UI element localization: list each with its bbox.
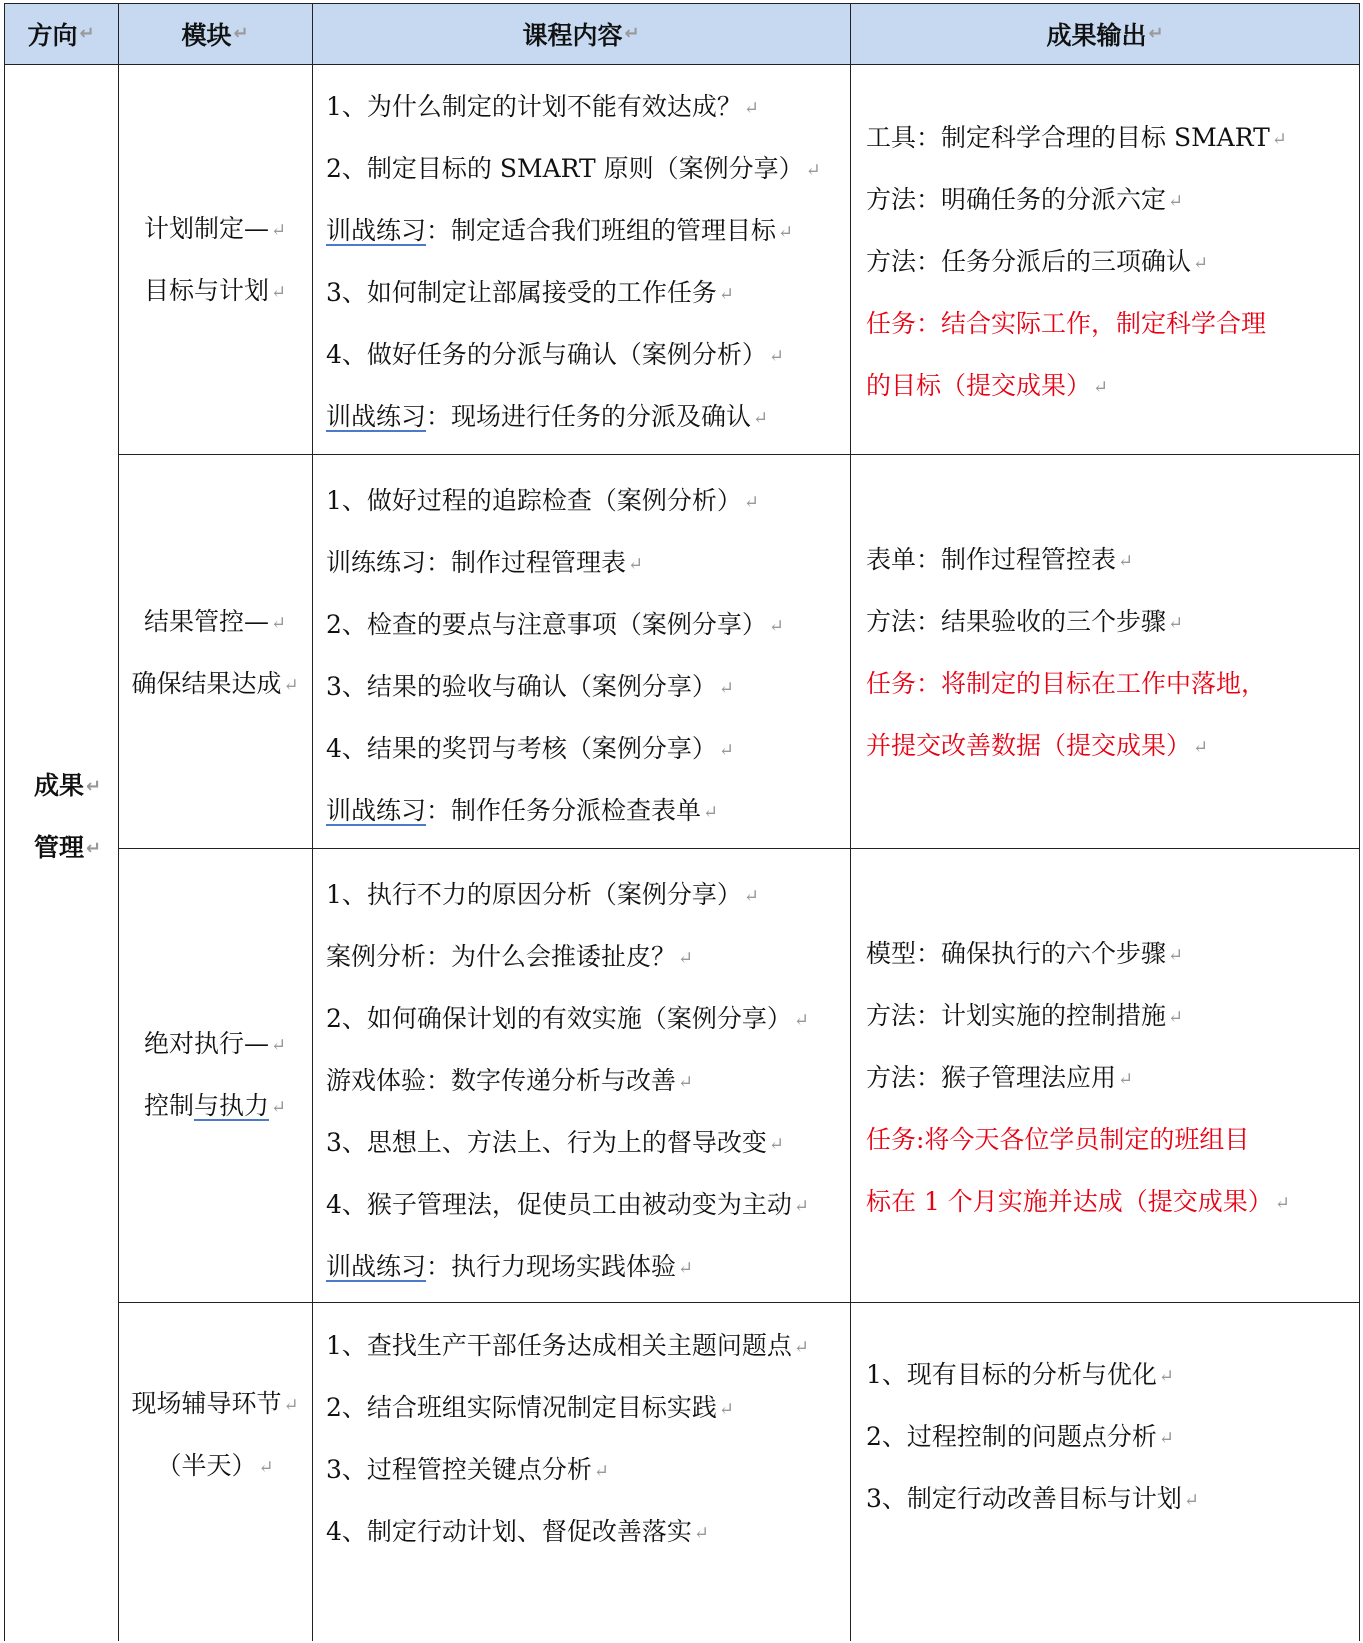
paragraph-mark-icon: ↵ (270, 219, 287, 241)
paragraph-mark-icon: ↵ (718, 739, 735, 761)
row-divider (118, 454, 1360, 455)
paragraph-mark-icon: ↵ (283, 1394, 299, 1416)
paragraph-mark-icon: ↵ (1193, 736, 1209, 758)
paragraph-mark-icon: ↵ (79, 23, 95, 44)
paragraph-mark-icon: ↵ (693, 1522, 710, 1544)
content-line: 训战练习：制定适合我们班组的管理目标 ↵ (326, 216, 794, 245)
paragraph-mark-icon: ↵ (1183, 1489, 1200, 1511)
paragraph-mark-icon: ↵ (718, 283, 735, 305)
paragraph-mark-icon: ↵ (778, 221, 794, 243)
direction-line: 管理 ↵ (34, 833, 102, 862)
header-module-label: 模块 (181, 20, 232, 50)
content-line: 2、制定目标的 SMART 原则（案例分享） ↵ (326, 154, 821, 183)
paragraph-mark-icon: ↵ (283, 674, 299, 696)
module-cell (118, 591, 312, 715)
paragraph-mark-icon: ↵ (628, 553, 644, 575)
paragraph-mark-icon: ↵ (258, 1456, 274, 1478)
module-line: 确保结果达成 ↵ (131, 669, 299, 698)
content-cell (326, 864, 850, 1298)
paragraph-mark-icon: ↵ (270, 281, 287, 303)
paragraph-mark-icon: ↵ (624, 23, 640, 44)
output-line: 工具：制定科学合理的目标 SMART ↵ (866, 123, 1287, 152)
content-line: 2、检查的要点与注意事项（案例分享） ↵ (326, 610, 785, 639)
module-line: 目标与计划 ↵ (143, 276, 287, 305)
output-line: 方法：猴子管理法应用 ↵ (866, 1063, 1134, 1092)
row-divider (118, 1302, 1360, 1303)
content-line: 1、为什么制定的计划不能有效达成？ ↵ (326, 92, 760, 121)
underlined-text: 训战练习 (326, 796, 427, 825)
header-divider (4, 64, 1360, 65)
output-line: 1、现有目标的分析与优化 ↵ (866, 1360, 1175, 1389)
paragraph-mark-icon: ↵ (743, 491, 760, 513)
module-line: 控制与执力 ↵ (143, 1091, 287, 1120)
content-cell (326, 470, 850, 842)
output-line: 模型：确保执行的六个步骤 ↵ (866, 939, 1184, 968)
paragraph-mark-icon: ↵ (1158, 1427, 1175, 1449)
paragraph-mark-icon: ↵ (270, 612, 287, 634)
header-content (312, 3, 850, 64)
output-cell (866, 107, 1360, 417)
paragraph-mark-icon: ↵ (805, 159, 821, 181)
content-cell (326, 1315, 850, 1563)
course-table (4, 3, 1360, 1641)
paragraph-mark-icon: ↵ (743, 885, 760, 907)
paragraph-mark-icon: ↵ (1168, 944, 1184, 966)
paragraph-mark-icon: ↵ (1271, 128, 1287, 150)
underlined-text: 训战练习 (326, 402, 427, 431)
paragraph-mark-icon: ↵ (1168, 1006, 1184, 1028)
content-line: 案例分析：为什么会推诿扯皮？ ↵ (326, 942, 694, 971)
content-line: 3、如何制定让部属接受的工作任务 ↵ (326, 278, 735, 307)
module-cell (118, 1013, 312, 1137)
header-module (118, 3, 312, 64)
paragraph-mark-icon: ↵ (1274, 1192, 1290, 1214)
header-content-label: 课程内容 (522, 20, 623, 50)
paragraph-mark-icon: ↵ (768, 1133, 785, 1155)
module-cell (118, 1373, 312, 1497)
header-direction-label: 方向 (27, 20, 78, 50)
output-line: 任务：结合实际工作，制定科学合理 (866, 309, 1267, 338)
content-line: 1、查找生产干部任务达成相关主题问题点 ↵ (326, 1331, 810, 1360)
table-border-left (4, 3, 5, 1641)
output-line: 方法：结果验收的三个步骤 ↵ (866, 607, 1184, 636)
paragraph-mark-icon: ↵ (233, 23, 249, 44)
output-cell (866, 1344, 1360, 1530)
paragraph-mark-icon: ↵ (1158, 1365, 1175, 1387)
output-line: 任务：将制定的目标在工作中落地， (866, 669, 1267, 698)
paragraph-mark-icon: ↵ (678, 947, 694, 969)
output-line: 的目标（提交成果） ↵ (866, 371, 1109, 400)
paragraph-mark-icon: ↵ (793, 1336, 810, 1358)
content-line: 训战练习：现场进行任务的分派及确认 ↵ (326, 402, 769, 431)
paragraph-mark-icon: ↵ (86, 838, 102, 859)
paragraph-mark-icon: ↵ (270, 1096, 287, 1118)
paragraph-mark-icon: ↵ (678, 1257, 694, 1279)
content-line: 3、结果的验收与确认（案例分享） ↵ (326, 672, 735, 701)
header-output (850, 3, 1360, 64)
output-line: 标在 1 个月实施并达成（提交成果） ↵ (866, 1187, 1290, 1216)
module-cell (118, 198, 312, 322)
content-line: 2、结合班组实际情况制定目标实践 ↵ (326, 1393, 735, 1422)
paragraph-mark-icon: ↵ (1093, 376, 1109, 398)
paragraph-mark-icon: ↵ (593, 1460, 610, 1482)
paragraph-mark-icon: ↵ (768, 345, 785, 367)
underlined-text: 与执力 (193, 1091, 269, 1120)
output-line: 任务:将今天各位学员制定的班组目 (866, 1125, 1250, 1154)
output-cell (866, 529, 1360, 777)
content-line: 训练练习：制作过程管理表 ↵ (326, 548, 644, 577)
content-line: 4、猴子管理法，促使员工由被动变为主动 ↵ (326, 1190, 810, 1219)
paragraph-mark-icon: ↵ (753, 407, 769, 429)
paragraph-mark-icon: ↵ (793, 1195, 810, 1217)
content-line: 4、制定行动计划、督促改善落实 ↵ (326, 1517, 710, 1546)
output-line: 并提交改善数据（提交成果） ↵ (866, 731, 1209, 760)
paragraph-mark-icon: ↵ (743, 97, 760, 119)
table-border-top (4, 3, 1360, 4)
paragraph-mark-icon: ↵ (678, 1071, 694, 1093)
underlined-text: 训战练习 (326, 1252, 427, 1281)
paragraph-mark-icon: ↵ (1168, 612, 1184, 634)
direction-cell (34, 755, 118, 879)
output-line: 方法：计划实施的控制措施 ↵ (866, 1001, 1184, 1030)
content-line: 2、如何确保计划的有效实施（案例分享） ↵ (326, 1004, 810, 1033)
paragraph-mark-icon: ↵ (718, 1398, 735, 1420)
module-line: 计划制定— ↵ (143, 214, 287, 243)
paragraph-mark-icon: ↵ (793, 1009, 810, 1031)
content-line: 4、做好任务的分派与确认（案例分析） ↵ (326, 340, 785, 369)
direction-line: 成果 ↵ (34, 771, 102, 800)
content-line: 3、过程管控关键点分析 ↵ (326, 1455, 610, 1484)
underlined-text: 训战练习 (326, 216, 427, 245)
column-divider (850, 3, 851, 1641)
module-line: 结果管控— ↵ (143, 607, 287, 636)
paragraph-mark-icon: ↵ (1193, 252, 1209, 274)
paragraph-mark-icon: ↵ (1118, 550, 1134, 572)
paragraph-mark-icon: ↵ (1148, 23, 1164, 44)
module-line: （半天） ↵ (156, 1451, 274, 1480)
paragraph-mark-icon: ↵ (768, 615, 785, 637)
paragraph-mark-icon: ↵ (718, 677, 735, 699)
output-line: 方法：任务分派后的三项确认 ↵ (866, 247, 1209, 276)
header-output-label: 成果输出 (1046, 20, 1147, 50)
content-line: 4、结果的奖罚与考核（案例分享） ↵ (326, 734, 735, 763)
paragraph-mark-icon: ↵ (1168, 190, 1184, 212)
content-line: 3、思想上、方法上、行为上的督导改变 ↵ (326, 1128, 785, 1157)
column-divider (312, 3, 313, 1641)
paragraph-mark-icon: ↵ (703, 801, 719, 823)
output-line: 3、制定行动改善目标与计划 ↵ (866, 1484, 1200, 1513)
content-line: 1、执行不力的原因分析（案例分享） ↵ (326, 880, 760, 909)
module-line: 现场辅导环节 ↵ (131, 1389, 299, 1418)
content-line: 训战练习：制作任务分派检查表单 ↵ (326, 796, 719, 825)
output-line: 方法：明确任务的分派六定 ↵ (866, 185, 1184, 214)
content-line: 训战练习：执行力现场实践体验 ↵ (326, 1252, 694, 1281)
content-line: 1、做好过程的追踪检查（案例分析） ↵ (326, 486, 760, 515)
header-direction (4, 3, 118, 64)
output-cell (866, 923, 1360, 1233)
paragraph-mark-icon: ↵ (1118, 1068, 1134, 1090)
content-cell (326, 76, 850, 448)
paragraph-mark-icon: ↵ (270, 1034, 287, 1056)
output-line: 表单：制作过程管控表 ↵ (866, 545, 1134, 574)
content-line: 游戏体验：数字传递分析与改善 ↵ (326, 1066, 694, 1095)
row-divider (118, 848, 1360, 849)
output-line: 2、过程控制的问题点分析 ↵ (866, 1422, 1175, 1451)
paragraph-mark-icon: ↵ (86, 776, 102, 797)
module-line: 绝对执行— ↵ (143, 1029, 287, 1058)
